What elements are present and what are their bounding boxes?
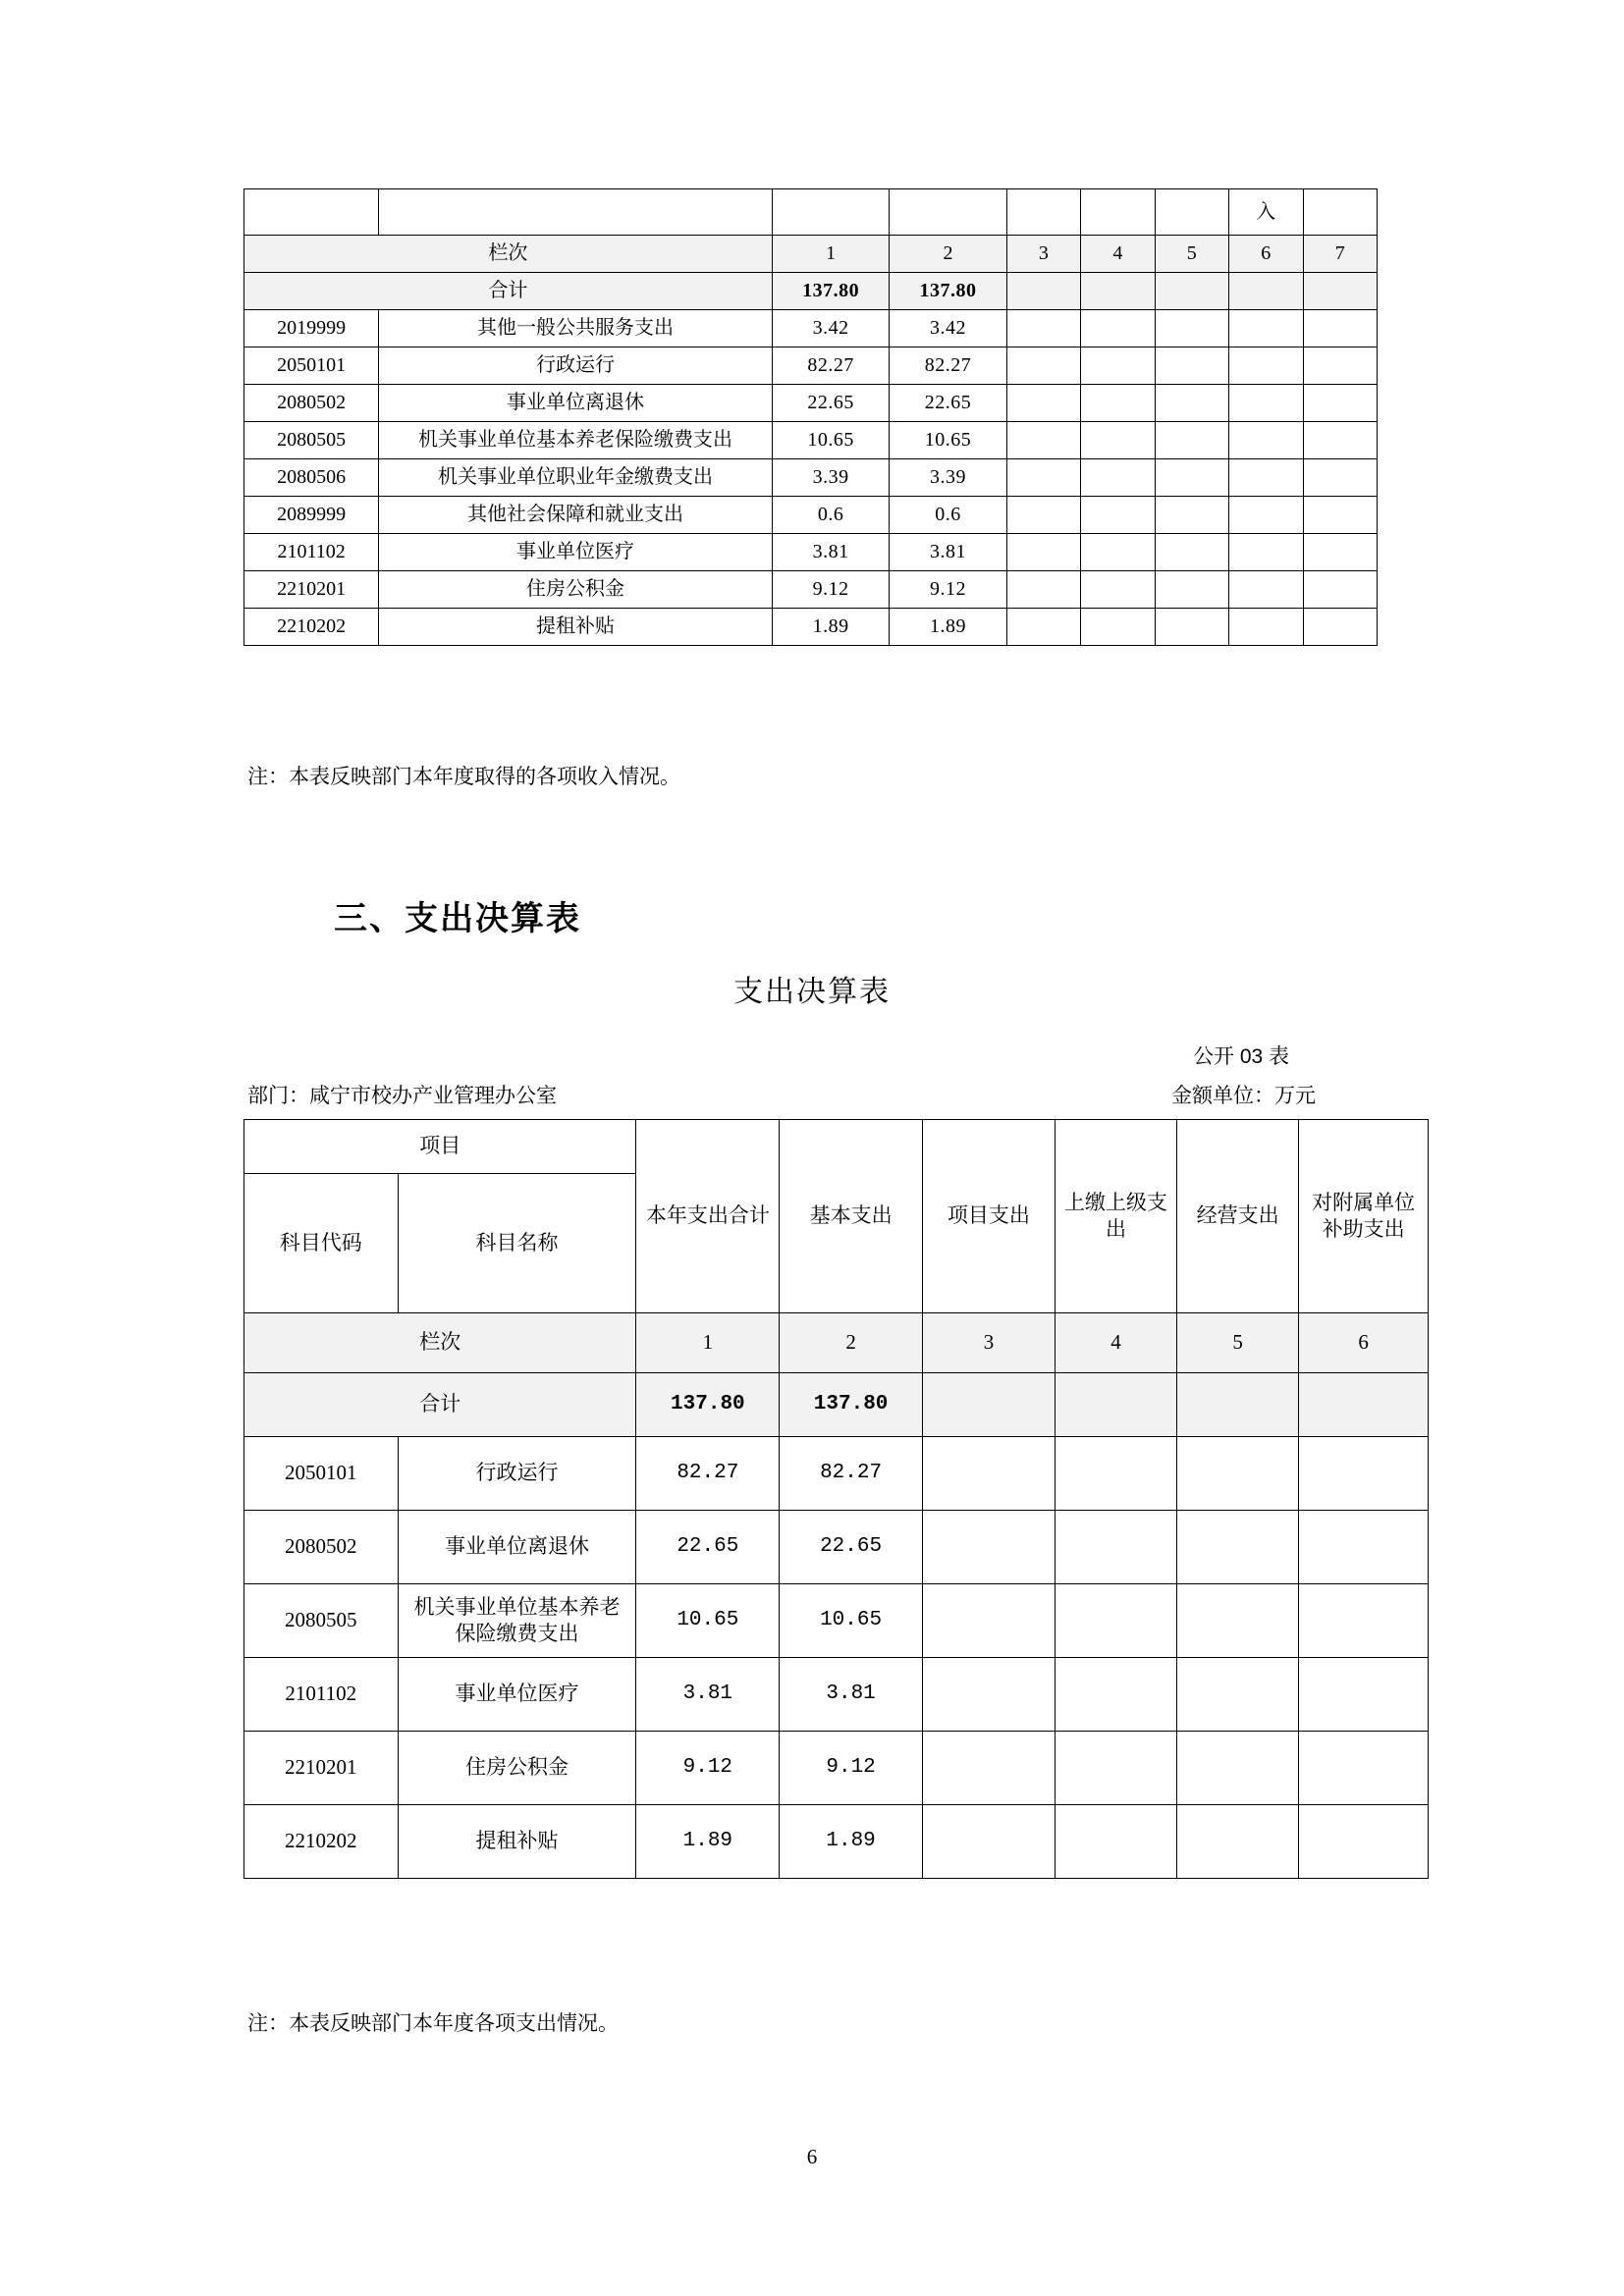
row-value-5 bbox=[1155, 422, 1228, 459]
row-value-6 bbox=[1299, 1658, 1429, 1732]
row-value-6 bbox=[1299, 1805, 1429, 1879]
col-number-2: 2 bbox=[890, 236, 1006, 273]
row-value-3 bbox=[922, 1511, 1055, 1584]
col-number-2: 2 bbox=[780, 1313, 923, 1373]
table-row bbox=[244, 571, 1378, 609]
row-value-6 bbox=[1299, 1584, 1429, 1658]
row-value-3 bbox=[1006, 310, 1080, 347]
cell-empty bbox=[1081, 189, 1155, 236]
col-number-6: 6 bbox=[1299, 1313, 1429, 1373]
row-value-6 bbox=[1229, 497, 1303, 534]
row-code: 2080505 bbox=[244, 422, 379, 459]
row-value-2: 3.42 bbox=[890, 310, 1006, 347]
row-value-3 bbox=[1006, 534, 1080, 571]
col-number-4: 4 bbox=[1055, 1313, 1176, 1373]
col-number-1: 1 bbox=[772, 236, 889, 273]
row-value-5 bbox=[1177, 1658, 1299, 1732]
row-value-3 bbox=[1006, 609, 1080, 646]
table-row bbox=[244, 1584, 1429, 1658]
row-value-4 bbox=[1081, 385, 1155, 422]
row-value-2: 22.65 bbox=[890, 385, 1006, 422]
row-value-1: 22.65 bbox=[772, 385, 889, 422]
row-value-5 bbox=[1177, 1511, 1299, 1584]
row-name: 行政运行 bbox=[379, 347, 773, 385]
table-row bbox=[244, 1732, 1429, 1805]
row-value-2: 10.65 bbox=[780, 1584, 923, 1658]
table-row bbox=[244, 347, 1378, 385]
lanci-label: 栏次 bbox=[244, 236, 773, 273]
row-value-1: 1.89 bbox=[772, 609, 889, 646]
row-value-5 bbox=[1177, 1732, 1299, 1805]
row-value-4 bbox=[1081, 571, 1155, 609]
row-value-2: 0.6 bbox=[890, 497, 1006, 534]
cell-empty bbox=[1006, 189, 1080, 236]
row-name: 事业单位离退休 bbox=[398, 1511, 636, 1584]
table-row bbox=[244, 310, 1378, 347]
row-value-4 bbox=[1055, 1511, 1176, 1584]
row-value-6 bbox=[1229, 422, 1303, 459]
total-value-3 bbox=[922, 1373, 1055, 1437]
lanci-label: 栏次 bbox=[244, 1313, 636, 1373]
cell-empty bbox=[890, 189, 1006, 236]
row-code: 2019999 bbox=[244, 310, 379, 347]
row-code: 2080502 bbox=[244, 1511, 399, 1584]
total-value-2: 137.80 bbox=[780, 1373, 923, 1437]
row-value-7 bbox=[1303, 385, 1378, 422]
row-name: 事业单位离退休 bbox=[379, 385, 773, 422]
row-value-1: 0.6 bbox=[772, 497, 889, 534]
row-value-2: 9.12 bbox=[890, 571, 1006, 609]
row-value-1: 10.65 bbox=[636, 1584, 780, 1658]
row-code: 2210202 bbox=[244, 609, 379, 646]
row-value-1: 22.65 bbox=[636, 1511, 780, 1584]
row-value-4 bbox=[1081, 347, 1155, 385]
row-value-7 bbox=[1303, 571, 1378, 609]
row-value-4 bbox=[1055, 1732, 1176, 1805]
table-row bbox=[244, 385, 1378, 422]
row-value-3 bbox=[1006, 347, 1080, 385]
row-value-2: 9.12 bbox=[780, 1732, 923, 1805]
col-number-5: 5 bbox=[1177, 1313, 1299, 1373]
header-col-3: 项目支出 bbox=[922, 1120, 1055, 1313]
row-value-4 bbox=[1081, 310, 1155, 347]
total-label: 合计 bbox=[244, 273, 773, 310]
partial-header-label: 入 bbox=[1229, 189, 1303, 236]
row-code: 2210202 bbox=[244, 1805, 399, 1879]
income-table-continued bbox=[244, 188, 1378, 646]
table-row bbox=[244, 1805, 1429, 1879]
row-value-7 bbox=[1303, 534, 1378, 571]
row-name: 提租补贴 bbox=[379, 609, 773, 646]
row-value-6 bbox=[1299, 1511, 1429, 1584]
row-value-3 bbox=[1006, 571, 1080, 609]
header-col-5: 经营支出 bbox=[1177, 1120, 1299, 1313]
row-name: 事业单位医疗 bbox=[379, 534, 773, 571]
row-value-1: 82.27 bbox=[636, 1437, 780, 1511]
row-value-5 bbox=[1177, 1584, 1299, 1658]
row-value-5 bbox=[1155, 459, 1228, 497]
total-value-4 bbox=[1055, 1373, 1176, 1437]
expenditure-table-wrap bbox=[244, 1119, 1429, 1879]
row-value-5 bbox=[1155, 609, 1228, 646]
table-row bbox=[244, 609, 1378, 646]
header-col-2: 基本支出 bbox=[780, 1120, 923, 1313]
income-table bbox=[244, 188, 1378, 646]
header-col-1: 本年支出合计 bbox=[636, 1120, 780, 1313]
cell-empty bbox=[379, 189, 773, 236]
col-number-3: 3 bbox=[1006, 236, 1080, 273]
row-value-4 bbox=[1081, 422, 1155, 459]
row-name: 行政运行 bbox=[398, 1437, 636, 1511]
row-name: 其他社会保障和就业支出 bbox=[379, 497, 773, 534]
col-number-3: 3 bbox=[922, 1313, 1055, 1373]
public-table-label: 公开 03 表 bbox=[1193, 1045, 1290, 1068]
row-value-3 bbox=[1006, 385, 1080, 422]
row-value-6 bbox=[1229, 385, 1303, 422]
row-value-4 bbox=[1081, 534, 1155, 571]
row-value-5 bbox=[1155, 310, 1228, 347]
row-value-5 bbox=[1155, 571, 1228, 609]
total-value-5 bbox=[1155, 273, 1228, 310]
row-value-1: 10.65 bbox=[772, 422, 889, 459]
row-value-6 bbox=[1299, 1732, 1429, 1805]
row-value-5 bbox=[1155, 497, 1228, 534]
total-value-7 bbox=[1303, 273, 1378, 310]
amount-unit-label: 金额单位：万元 bbox=[1171, 1085, 1316, 1107]
row-value-3 bbox=[1006, 422, 1080, 459]
table-row-total bbox=[244, 1373, 1429, 1437]
row-value-6 bbox=[1299, 1437, 1429, 1511]
row-name: 住房公积金 bbox=[379, 571, 773, 609]
row-value-2: 82.27 bbox=[890, 347, 1006, 385]
table-row bbox=[244, 1658, 1429, 1732]
total-value-1: 137.80 bbox=[636, 1373, 780, 1437]
row-value-5 bbox=[1155, 385, 1228, 422]
cell-empty bbox=[1303, 189, 1378, 236]
table-row bbox=[244, 534, 1378, 571]
row-value-2: 3.39 bbox=[890, 459, 1006, 497]
row-name: 机关事业单位基本养老保险缴费支出 bbox=[398, 1584, 636, 1658]
row-value-6 bbox=[1229, 571, 1303, 609]
total-value-6 bbox=[1229, 273, 1303, 310]
row-value-3 bbox=[922, 1584, 1055, 1658]
total-value-5 bbox=[1177, 1373, 1299, 1437]
row-value-4 bbox=[1081, 459, 1155, 497]
row-value-7 bbox=[1303, 459, 1378, 497]
row-value-7 bbox=[1303, 497, 1378, 534]
row-code: 2101102 bbox=[244, 534, 379, 571]
row-value-2: 22.65 bbox=[780, 1511, 923, 1584]
row-value-1: 3.42 bbox=[772, 310, 889, 347]
expenditure-table bbox=[244, 1119, 1429, 1879]
table-row bbox=[244, 422, 1378, 459]
total-value-6 bbox=[1299, 1373, 1429, 1437]
row-value-6 bbox=[1229, 459, 1303, 497]
total-value-4 bbox=[1081, 273, 1155, 310]
row-value-7 bbox=[1303, 310, 1378, 347]
row-value-4 bbox=[1055, 1805, 1176, 1879]
income-table-note: 注：本表反映部门本年度取得的各项收入情况。 bbox=[247, 766, 680, 788]
row-value-1: 9.12 bbox=[636, 1732, 780, 1805]
row-value-6 bbox=[1229, 310, 1303, 347]
row-value-2: 1.89 bbox=[890, 609, 1006, 646]
row-code: 2080505 bbox=[244, 1584, 399, 1658]
header-col-4: 上缴上级支出 bbox=[1055, 1120, 1176, 1313]
row-value-3 bbox=[1006, 459, 1080, 497]
cell-empty bbox=[772, 189, 889, 236]
row-value-4 bbox=[1055, 1658, 1176, 1732]
row-value-3 bbox=[922, 1732, 1055, 1805]
row-name: 机关事业单位基本养老保险缴费支出 bbox=[379, 422, 773, 459]
row-code: 2210201 bbox=[244, 1732, 399, 1805]
row-value-1: 3.81 bbox=[772, 534, 889, 571]
col-number-1: 1 bbox=[636, 1313, 780, 1373]
row-name: 其他一般公共服务支出 bbox=[379, 310, 773, 347]
row-value-3 bbox=[922, 1437, 1055, 1511]
row-code: 2089999 bbox=[244, 497, 379, 534]
row-value-5 bbox=[1155, 347, 1228, 385]
total-value-1: 137.80 bbox=[772, 273, 889, 310]
row-value-5 bbox=[1155, 534, 1228, 571]
expenditure-table-title: 支出决算表 bbox=[733, 976, 891, 1008]
table-row-column-numbers bbox=[244, 236, 1378, 273]
row-name: 提租补贴 bbox=[398, 1805, 636, 1879]
row-value-4 bbox=[1081, 497, 1155, 534]
table-row bbox=[244, 497, 1378, 534]
table-row-column-numbers bbox=[244, 1313, 1429, 1373]
row-value-5 bbox=[1177, 1437, 1299, 1511]
row-name: 住房公积金 bbox=[398, 1732, 636, 1805]
row-value-6 bbox=[1229, 609, 1303, 646]
section-heading: 三、支出决算表 bbox=[334, 900, 581, 937]
row-value-3 bbox=[922, 1805, 1055, 1879]
header-kemu-mingcheng: 科目名称 bbox=[398, 1174, 636, 1313]
header-xiangmu: 项目 bbox=[244, 1120, 636, 1174]
row-value-7 bbox=[1303, 347, 1378, 385]
row-value-1: 3.81 bbox=[636, 1658, 780, 1732]
table-row-total bbox=[244, 273, 1378, 310]
row-value-7 bbox=[1303, 422, 1378, 459]
header-col-6: 对附属单位补助支出 bbox=[1299, 1120, 1429, 1313]
row-value-2: 1.89 bbox=[780, 1805, 923, 1879]
col-number-7: 7 bbox=[1303, 236, 1378, 273]
total-value-3 bbox=[1006, 273, 1080, 310]
row-value-4 bbox=[1055, 1584, 1176, 1658]
cell-empty bbox=[244, 189, 379, 236]
row-value-3 bbox=[1006, 497, 1080, 534]
table-row-header-top bbox=[244, 1120, 1429, 1174]
row-value-1: 3.39 bbox=[772, 459, 889, 497]
row-value-1: 82.27 bbox=[772, 347, 889, 385]
total-label: 合计 bbox=[244, 1373, 636, 1437]
cell-empty bbox=[1155, 189, 1228, 236]
row-value-6 bbox=[1229, 534, 1303, 571]
row-code: 2101102 bbox=[244, 1658, 399, 1732]
header-kemu-daima: 科目代码 bbox=[244, 1174, 399, 1313]
table-row bbox=[244, 1511, 1429, 1584]
col-number-6: 6 bbox=[1229, 236, 1303, 273]
row-value-3 bbox=[922, 1658, 1055, 1732]
row-value-7 bbox=[1303, 609, 1378, 646]
row-value-1: 9.12 bbox=[772, 571, 889, 609]
table-row bbox=[244, 459, 1378, 497]
row-value-2: 3.81 bbox=[890, 534, 1006, 571]
row-code: 2050101 bbox=[244, 347, 379, 385]
row-name: 机关事业单位职业年金缴费支出 bbox=[379, 459, 773, 497]
page-number: 6 bbox=[806, 2145, 818, 2168]
row-value-2: 3.81 bbox=[780, 1658, 923, 1732]
total-value-2: 137.80 bbox=[890, 273, 1006, 310]
row-code: 2210201 bbox=[244, 571, 379, 609]
row-value-4 bbox=[1081, 609, 1155, 646]
col-number-4: 4 bbox=[1081, 236, 1155, 273]
row-value-2: 82.27 bbox=[780, 1437, 923, 1511]
col-number-5: 5 bbox=[1155, 236, 1228, 273]
department-label: 部门：咸宁市校办产业管理办公室 bbox=[247, 1085, 557, 1107]
table-row-partial-header bbox=[244, 189, 1378, 236]
table-row bbox=[244, 1437, 1429, 1511]
row-value-1: 1.89 bbox=[636, 1805, 780, 1879]
row-name: 事业单位医疗 bbox=[398, 1658, 636, 1732]
row-code: 2080502 bbox=[244, 385, 379, 422]
row-value-5 bbox=[1177, 1805, 1299, 1879]
row-value-2: 10.65 bbox=[890, 422, 1006, 459]
row-value-6 bbox=[1229, 347, 1303, 385]
row-code: 2080506 bbox=[244, 459, 379, 497]
expenditure-table-note: 注：本表反映部门本年度各项支出情况。 bbox=[247, 2012, 619, 2035]
row-value-4 bbox=[1055, 1437, 1176, 1511]
row-code: 2050101 bbox=[244, 1437, 399, 1511]
